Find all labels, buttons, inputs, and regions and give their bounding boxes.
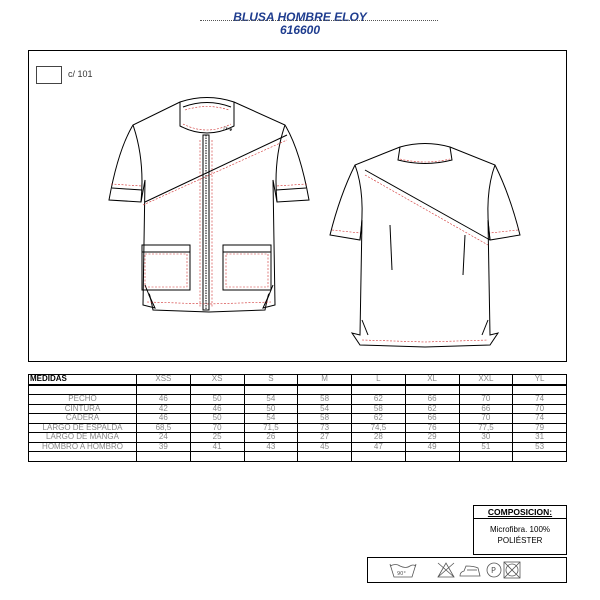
table-cell: 54: [244, 414, 298, 424]
row-label: PECHO: [29, 395, 137, 405]
table-cell: 70: [513, 404, 567, 414]
color-code: c/ 101: [68, 69, 93, 79]
table-cell: 53: [513, 442, 567, 452]
table-cell: 28: [352, 433, 406, 443]
row-label: CINTURA: [29, 404, 137, 414]
row-label: CADERA: [29, 414, 137, 424]
table-cell: 66: [405, 414, 459, 424]
header-size: XL: [405, 375, 459, 385]
table-cell: 30: [459, 433, 513, 443]
table-row: [29, 423, 567, 433]
back-view-drawing: [310, 135, 550, 360]
table-spacer-row: [29, 385, 567, 395]
table-row: [29, 414, 567, 424]
table-cell: 25: [190, 433, 244, 443]
header-medidas: MEDIDAS: [29, 375, 137, 385]
table-cell: 58: [298, 395, 352, 405]
table-cell: 50: [190, 414, 244, 424]
composition-title: COMPOSICION:: [474, 506, 566, 519]
table-cell: 49: [405, 442, 459, 452]
table-row: [29, 404, 567, 414]
size-chart: [28, 374, 567, 462]
table-cell: 54: [244, 395, 298, 405]
table-cell: 26: [244, 433, 298, 443]
composition-text: [474, 519, 566, 546]
table-cell: 31: [513, 433, 567, 443]
table-row: [29, 395, 567, 405]
table-cell: 62: [352, 395, 406, 405]
table-cell: 41: [190, 442, 244, 452]
table-cell: 54: [298, 404, 352, 414]
dry-clean-p-icon: [487, 563, 501, 577]
table-spacer-row: [29, 452, 567, 462]
care-symbols: [368, 558, 566, 582]
table-cell: 62: [405, 404, 459, 414]
header-size: XXL: [459, 375, 513, 385]
product-code: 616600: [279, 23, 321, 37]
table-cell: 51: [459, 442, 513, 452]
table-cell: 71,5: [244, 423, 298, 433]
table-cell: 50: [244, 404, 298, 414]
chest-logo: ℰℓℴ𝓎: [223, 127, 233, 132]
table-cell: 79: [513, 423, 567, 433]
table-cell: 70: [190, 423, 244, 433]
header-size: XS: [190, 375, 244, 385]
header-size: M: [298, 375, 352, 385]
table-cell: 42: [137, 404, 191, 414]
table-row: [29, 442, 567, 452]
svg-text:P: P: [491, 566, 496, 575]
table-cell: 70: [459, 414, 513, 424]
no-tumble-dry-icon: [504, 562, 520, 578]
front-view-drawing: [85, 90, 335, 360]
table-cell: 66: [459, 404, 513, 414]
row-label: LARGO DE ESPALDA: [29, 423, 137, 433]
title-underline: [200, 20, 438, 21]
composition-line1: Microfibra. 100%: [489, 525, 551, 534]
table-cell: 45: [298, 442, 352, 452]
table-cell: 70: [459, 395, 513, 405]
care-symbols-box: [367, 557, 567, 583]
table-cell: 74: [513, 395, 567, 405]
table-cell: 29: [405, 433, 459, 443]
composition-box: [473, 505, 567, 555]
table-cell: 74: [513, 414, 567, 424]
header-size: S: [244, 375, 298, 385]
table-cell: 24: [137, 433, 191, 443]
header-size: L: [352, 375, 406, 385]
table-cell: 27: [298, 433, 352, 443]
header-size: YL: [513, 375, 567, 385]
row-label: LARGO DE MANGA: [29, 433, 137, 443]
table-row: [29, 433, 567, 443]
table-cell: 47: [352, 442, 406, 452]
document-title: BLUSA HOMBRE ELOY: [233, 10, 367, 24]
table-cell: 39: [137, 442, 191, 452]
no-bleach-icon: [438, 563, 454, 577]
table-header-row: [29, 375, 567, 385]
table-cell: 73: [298, 423, 352, 433]
table-cell: 74,5: [352, 423, 406, 433]
color-swatch-box: [36, 66, 62, 84]
table-cell: 58: [352, 404, 406, 414]
table-cell: 46: [137, 414, 191, 424]
table-cell: 58: [298, 414, 352, 424]
table-cell: 77,5: [459, 423, 513, 433]
table-cell: 43: [244, 442, 298, 452]
wash-90-icon: [390, 564, 416, 577]
composition-line2: POLIÉSTER: [497, 536, 543, 545]
table-cell: 76: [405, 423, 459, 433]
iron-icon: [460, 566, 480, 576]
table-cell: 46: [137, 395, 191, 405]
row-label: HOMBRO A HOMBRO: [29, 442, 137, 452]
table-cell: 46: [190, 404, 244, 414]
table-cell: 68,5: [137, 423, 191, 433]
svg-text:90°: 90°: [397, 571, 406, 577]
table-cell: 50: [190, 395, 244, 405]
table-cell: 62: [352, 414, 406, 424]
table-cell: 66: [405, 395, 459, 405]
header-size: XSS: [137, 375, 191, 385]
